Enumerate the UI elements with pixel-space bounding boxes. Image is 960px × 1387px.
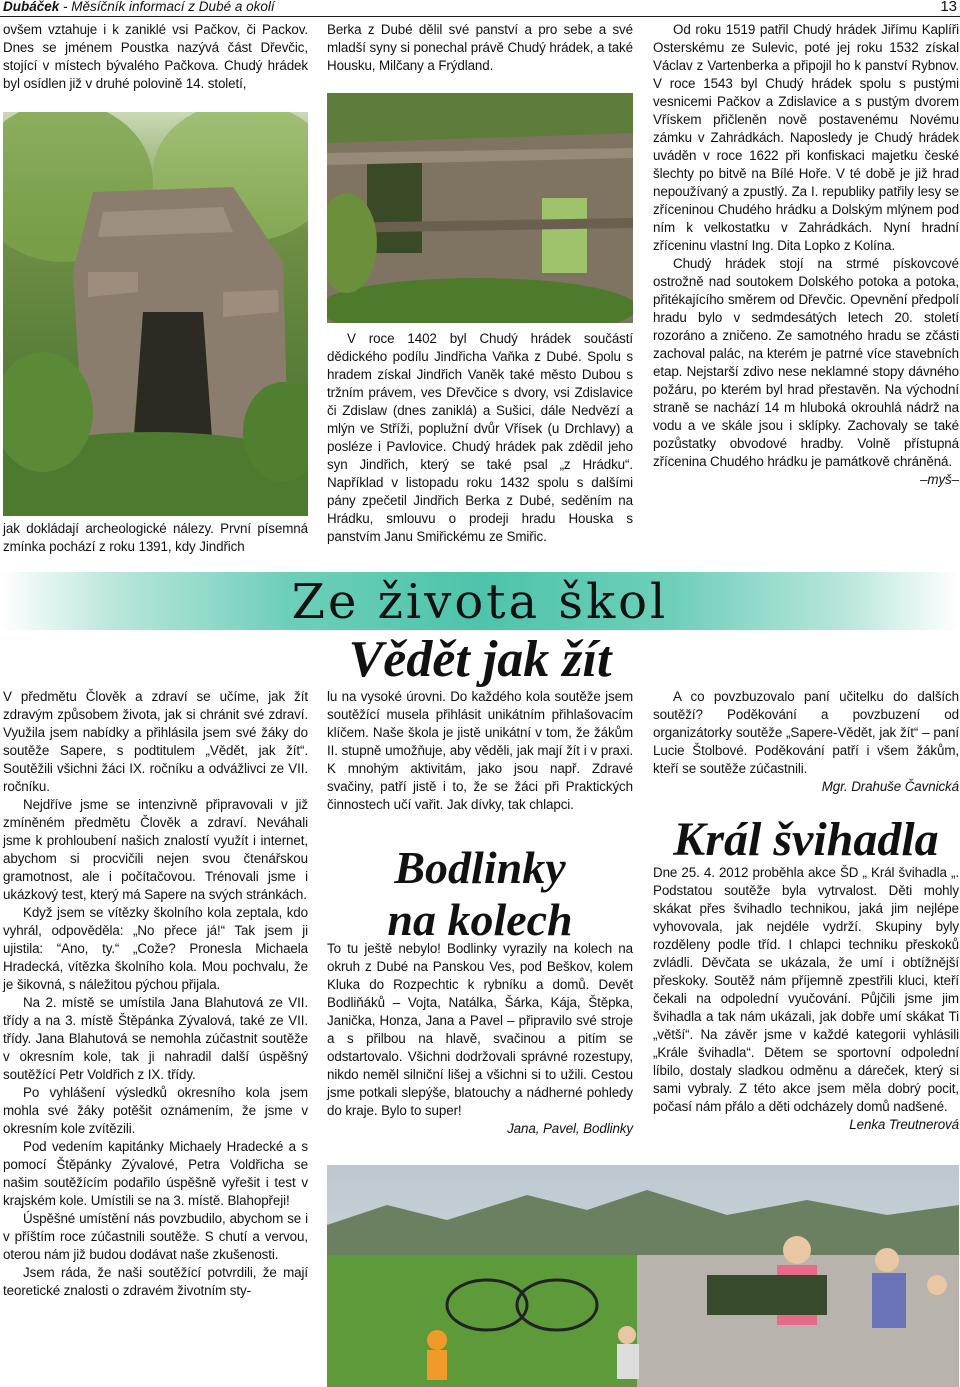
vedet-col1 [3, 688, 308, 1300]
bodlinky-text: To tu ještě nebylo! Bodlinky vyrazily na kolech na okruh z Dubé na Panskou Ves, pod Beškov, kolem Kluka do Rozpechtic k rybníku a domů. Devět Bodliňáků – Vojta, Natálka, Šárka, Kája, Štěpka, Janička, Honza, Jana a Pavel – připravilo své stroje a s přilbou na hlavě, svačinou a pitím se odstartovalo. Všichni dodržovali správné rozestupy, nikdo neměl silniční lišej a všichni si to užili. Cestou jsme potkali slepýše, blatouchy a nádherné pohledy do kraje. Bylo to super! [327, 941, 633, 1118]
castle-col3-p2: Chudý hrádek stojí na strmé pískovcové ostrožně nad soutokem Dolského potoka a potoka, přitékajícího směrem od Dřevčic. Opevnění předpolí hradu bylo v sedmdesátých letech 20. století rozoráno a zničeno. Ze samotného hradu se zčásti zachoval palác, na kterém je patrné více stavebních etap. Nejstarší zdivo nese neklamné stopy dávného požáru, po kterém byl hrad přestavěn. Na východní straně se nachází 14 m hluboká okrouhlá nádrž na vodu a ve skále jsou i sklípky. Zachovaly se také pozůstatky obvodové hradby. Volně přístupná zřícenina Chudého hrádku je památkově chráněná. [653, 256, 959, 469]
castle-col1-bottom-text: jak dokládají archeologické nálezy. První písemná zmínka pochází z roku 1391, kdy Jindřich [3, 521, 308, 554]
castle-col3 [653, 21, 959, 489]
children-outdoor-photo [327, 1165, 959, 1387]
bodlinky-body [327, 940, 633, 1138]
bodlinky-title-line2: na kolech [387, 894, 573, 945]
header-brand: Dubáček [3, 0, 60, 14]
castle-ruin-photo-2 [327, 93, 633, 323]
vedet-col3 [653, 688, 959, 796]
page-header [0, 0, 960, 17]
kral-text: Dne 25. 4. 2012 proběhla akce ŠD „ Král švihadla „. Podstatou soutěže byla vytrvalost. Děti mohly skákat přes švihadlo technikou, jaká jim nejlépe vyhovovala, jak nejdéle vydrží. Skupiny byly rozděleny podle tříd. I chlapci techniku přeskoků zvládli. Děvčata se ukázala, že umí i obtížnější přeskoky. Soutěž nám příjemně zpestřili kluci, kteří čekali na odpolední vyučování. Půjčili jsme jim švihadla a tak nám ukázali, jak dobře umí skákat Ti „větší“. Na závěr jsme v každé kategorii vyhlásili „Krále švihadla“. Dětem se sportovní odpolední líbilo, dostaly sladkou odměnu a dáreček, který si sami vybraly. Z této akce jsem měla dobrý pocit, počasí nám přálo a děti odcházely domů nadšené. [653, 865, 959, 1114]
vedet-p8: Jsem ráda, že naši soutěžící potvrdili, že mají teoretické znalosti o zdravém životním sty- [3, 1265, 308, 1298]
castle-col1-top-text: ovšem vztahuje i k zaniklé vsi Pačkov, či Packov. Dnes se jménem Poustka nazývá část Dřevčic, stojící v místech bývalého Pačkova. Chudý hrádek byl osídlen již v druhé polovině 14. století, [3, 22, 308, 91]
castle-col2-bottom-text: V roce 1402 byl Chudý hrádek součástí dědického podílu Jindřicha Vaňka z Dubé. Spolu s hradem získal Jindřich Vaněk také město Dubou s tržním právem, ves Dřevčice s dvory, vsi Zdislavice či Zdislaw (dnes zaniklá) a Sušici, dále Nedvězí a mlýn ve Stříži, poplužní dvůr Vřísek (u Drchlavy) a posléze i Pavlovice. Chudý hrádek pak zdědil jeho syn Jindřich, který se také psal „z Hrádku“. Například v listopadu roku 1432 spolu s dalšími pány zpečetil Jindřich Berka z Dubé, seděním na Hrádku, smlouvu o prodeji hradu Houska s panstvím Janu Smiřickému ze Smiřic. [327, 331, 633, 544]
bodlinky-title-line1: Bodlinky [394, 842, 566, 893]
vedet-col2 [327, 688, 633, 814]
castle-col3-p1: Od roku 1519 patřil Chudý hrádek Jiřímu Kaplíři Osterskému ze Sulevic, poté jej roku 1532 získal Václav z Vartenberka a připojil ho k panství Rybnov. V roce 1543 byl Chudý hrádek spolu s pustými vesnicemi Pačkov a Zdislavice a s pustým dvorem Vřískem přičleněn nově postavenému Novému zámku v Zahrádkách. Naposledy je Chudý hrádek uváděn v roce 1622 při konfiskaci majetku české šlechty po bitvě na Bílé Hoře. V té době je již hrad nepoužívaný a zpustlý. Za I. republiky patřily lesy se zříceninou Chudého hrádku a Dolským mlýnem pod ním k velkostatku v Zahrádkách. Nyní hradní zříceninu vlastní Ing. Dita Lopko z Kolína. [653, 22, 959, 253]
vedet-p6: Pod vedením kapitánky Michaely Hradecké a s pomocí Štěpánky Zývalové, Petra Voldřicha se našim soutěžícím podařilo úspěšně vyřešit i test v krajském kole. Umístili se na 3. místě. Blahopřeji! [3, 1139, 308, 1208]
vedet-p7: Úspěšné umístění nás povzbudilo, abychom se i v příštím roce zúčastnili soutěže. S chutí a vervou, oterou nám již budou dodávat naše zkušenosti. [3, 1211, 308, 1262]
kral-body [653, 864, 959, 1134]
vedet-col2-p1: lu na vysoké úrovni. Do každého kola soutěže jsem soutěžící musela přihlásit unikátním přihlašovacím klíčem. Naše škola je jistě unikátní v tom, že žákům II. stupně umožňuje, aby věděli, jak mají žít i v praxi. K mnohým aktivitám, jako jsou např. Zdravé svačiny, patří jistě i to, že se žáci při Praktických činnostech učí vařit. Jak dívky, tak chlapci. [327, 689, 633, 812]
bodlinky-signature: Jana, Pavel, Bodlinky [507, 1121, 633, 1136]
section-title: Ze života škol [291, 574, 669, 630]
vedet-signature: Mgr. Drahuše Čavnická [821, 779, 959, 794]
castle-ruin-photo-1 [3, 112, 308, 516]
castle-col1-bottom [3, 520, 308, 556]
article-title-bodlinky [327, 842, 633, 946]
page-number: 13 [940, 0, 957, 15]
castle-col1-top [3, 21, 308, 93]
castle-col2-top-text: Berka z Dubé dělil své panství a pro sebe a své mladší syny si ponechal právě Chudý hrádek, a také Housku, Milčany a Frýdland. [327, 22, 633, 73]
castle-signature: –myš– [920, 472, 959, 487]
vedet-p2: Nejdříve jsme se intenzivně připravovali v již zmíněném předmětu Člověk a zdraví. Neváhali jsme k prohloubení našich znalostí využít i internet, abychom si procvičili nejen svou čtenářskou gramotnost, ale i počítačovou. Trénovali jsme i ukázkový test, který má Sapere na svých stránkách. [3, 797, 308, 902]
castle-col2-top [327, 21, 633, 75]
vedet-p1: V předmětu Člověk a zdraví se učíme, jak žít zdravým způsobem života, jak si chránit své zdraví. Využila jsem nabídky a přihlásila jsem své žáky do soutěže Sapere, s podtitulem „Vědět, jak žít“. Soutěžili všichni žáci IX. ročníku a odvážlivci ze VII. ročníku. [3, 689, 308, 794]
header-tagline: - Měsíčník informací z Dubé a okolí [59, 0, 275, 14]
kral-signature: Lenka Treutnerová [849, 1117, 959, 1132]
article-title-vedet: Vědět jak žít [348, 631, 612, 688]
vedet-p3: Když jsem se vítězky školního kola zeptala, kdo vyhrál, odpověděla: „No přece já!“ Tak jsem ji ujistila: “Ano, ty.“ „Cože? Pronesla Michaela Hradecká, vítězka školního kola. Mou pochvalu, že je šikovná, s náležitou pýchou přijala. [3, 905, 308, 992]
castle-col2-bottom [327, 330, 633, 546]
vedet-col3-p1: A co povzbuzovalo paní učitelku do dalších soutěží? Poděkování a povzbuzení od organizátorky soutěže „Sapere-Vědět, jak žít“ – paní Lucie Štolbové. Poděkování patří i všem žákům, kteří se soutěže zúčastnili. [653, 689, 959, 776]
vedet-p5: Po vyhlášení výsledků okresního kola jsem mohla své žáky potěšit oznámením, že jsme v okresním kole zvítězili. [3, 1085, 308, 1136]
vedet-p4: Na 2. místě se umístila Jana Blahutová ze VII. třídy a na 3. místě Štěpánka Zývalová, také ze VII. třídy. Jana Blahutová se nemohla zúčastnit soutěže v okresním kole, tak ji nahradil další úspěšný soutěžící Petr Voldřich z IX. třídy. [3, 995, 308, 1082]
article-title-kral: Král švihadla [673, 813, 939, 866]
header-title [3, 0, 275, 14]
